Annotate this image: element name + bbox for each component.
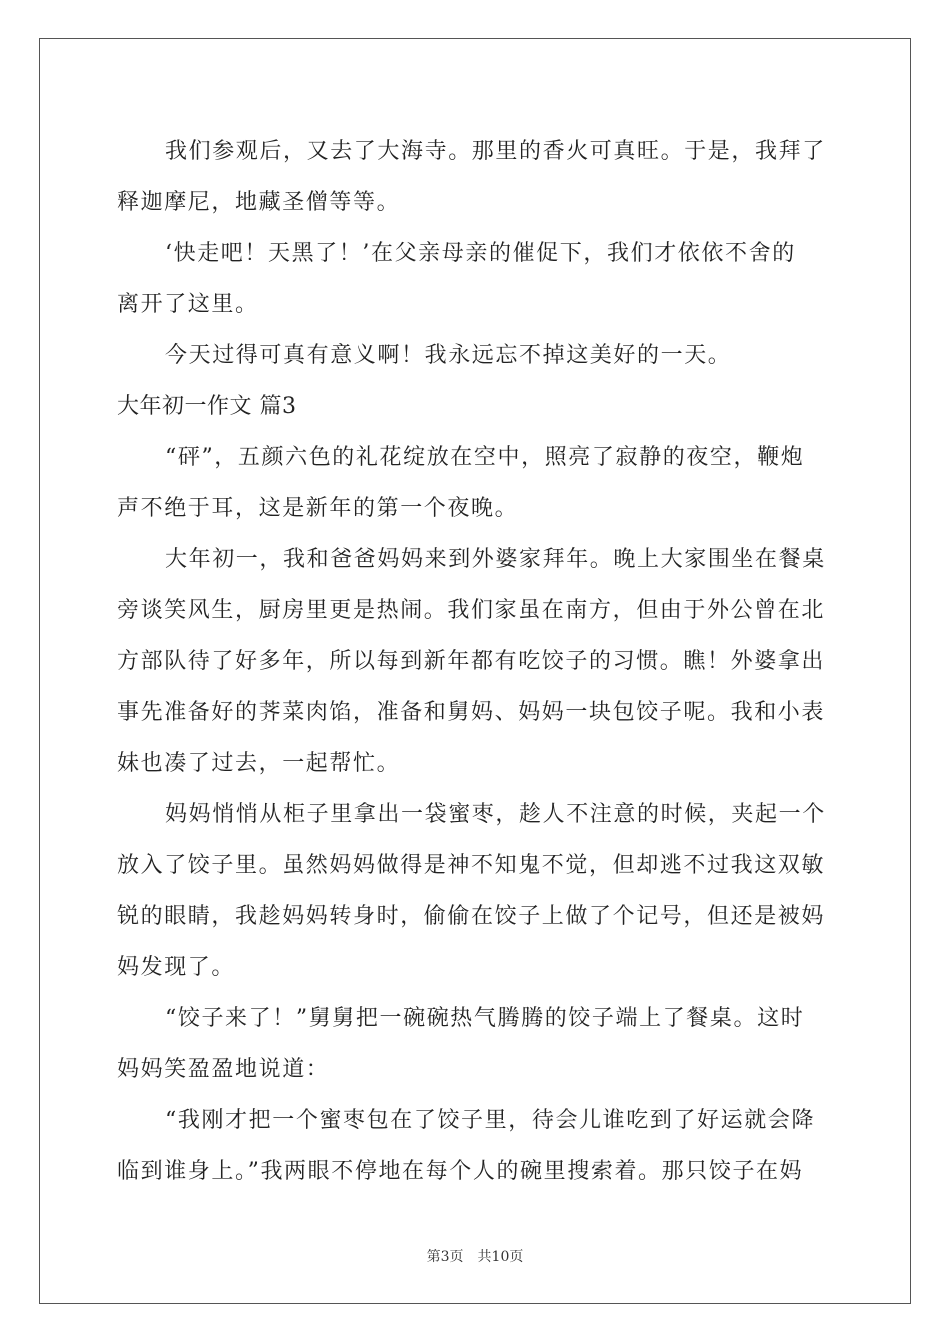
paragraph-line: 旁谈笑风生，厨房里更是热闹。我们家虽在南方，但由于外公曾在北 <box>117 598 826 623</box>
paragraph-line: “砰”，五颜六色的礼花绽放在空中，照亮了寂静的夜空，鞭炮 <box>165 445 805 470</box>
document-body <box>117 126 835 1197</box>
paragraph-line: 临到谁身上。”我两眼不停地在每个人的碗里搜索着。那只饺子在妈 <box>117 1159 804 1184</box>
page-number: 第3页 <box>426 1249 464 1265</box>
page-footer <box>0 1246 950 1266</box>
paragraph-line: 妈妈悄悄从柜子里拿出一袋蜜枣，趁人不注意的时候，夹起一个 <box>165 802 826 827</box>
paragraph-line: 妈发现了。 <box>117 955 236 980</box>
paragraph-line: 今天过得可真有意义啊！我永远忘不掉这美好的一天。 <box>165 343 732 368</box>
paragraph-line: 释迦摩尼，地藏圣僧等等。 <box>117 190 401 215</box>
paragraph-line: 我们参观后，又去了大海寺。那里的香火可真旺。于是，我拜了 <box>165 139 826 164</box>
paragraph-line: 离开了这里。 <box>117 292 259 317</box>
paragraph-line: 大年初一，我和爸爸妈妈来到外婆家拜年。晚上大家围坐在餐桌 <box>165 547 826 572</box>
paragraph-line: 锐的眼睛，我趁妈妈转身时，偷偷在饺子上做了个记号，但还是被妈 <box>117 904 826 929</box>
paragraph-line: 妹也凑了过去，一起帮忙。 <box>117 751 401 776</box>
section-heading: 大年初一作文 篇3 <box>117 394 297 419</box>
paragraph-line: 事先准备好的荠菜肉馅，准备和舅妈、妈妈一块包饺子呢。我和小表 <box>117 700 826 725</box>
paragraph-line: 放入了饺子里。虽然妈妈做得是神不知鬼不觉，但却逃不过我这双敏 <box>117 853 826 878</box>
paragraph-line: 方部队待了好多年，所以每到新年都有吃饺子的习惯。瞧！外婆拿出 <box>117 649 826 674</box>
paragraph-line: 声不绝于耳，这是新年的第一个夜晚。 <box>117 496 519 521</box>
paragraph-line: 妈妈笑盈盈地说道： <box>117 1057 330 1082</box>
paragraph-line: “饺子来了！”舅舅把一碗碗热气腾腾的饺子端上了餐桌。这时 <box>165 1006 805 1031</box>
page-total: 共10页 <box>477 1249 524 1265</box>
paragraph-line: “我刚才把一个蜜枣包在了饺子里，待会儿谁吃到了好运就会降 <box>165 1108 816 1133</box>
paragraph-line: ‘快走吧！天黑了！’在父亲母亲的催促下，我们才依依不舍的 <box>165 241 796 266</box>
